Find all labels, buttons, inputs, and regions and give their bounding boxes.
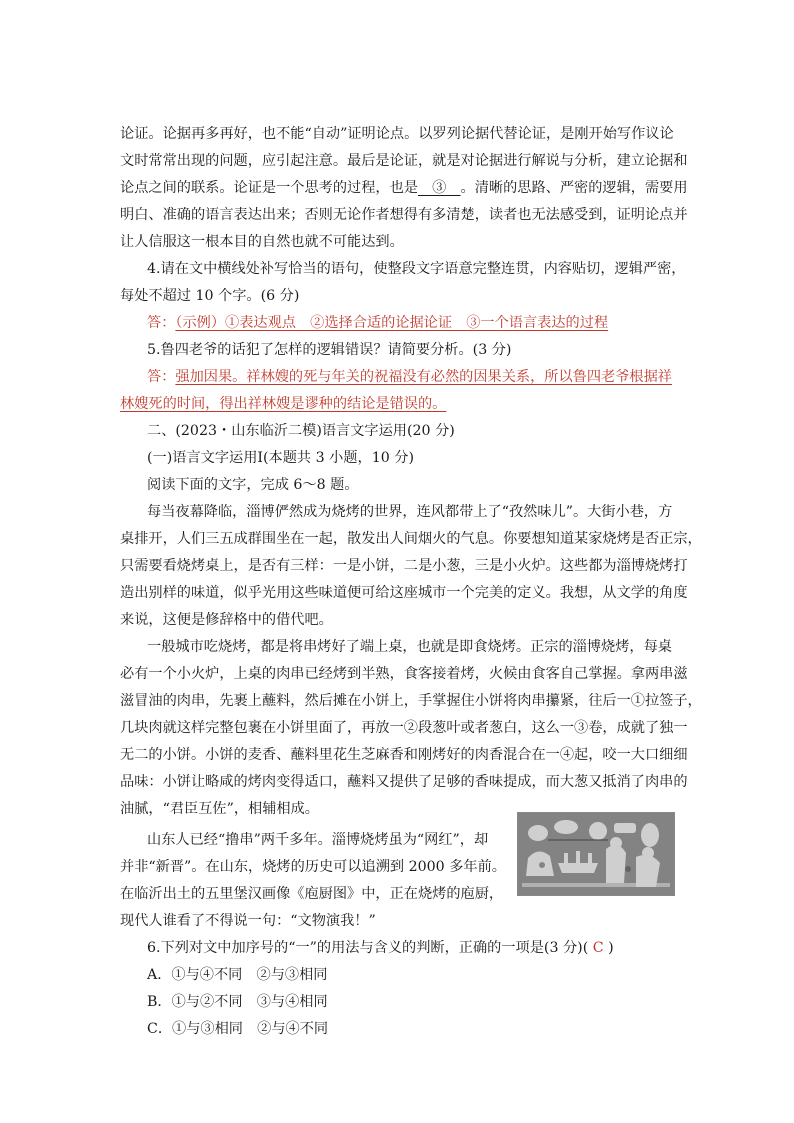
stone-relief-illustration — [518, 813, 674, 895]
passage-line: 现代人谁看了不得说一句：“文物演我！” — [120, 913, 376, 929]
passage-line: 来说，这便是修辞格中的借代吧。 — [120, 612, 333, 628]
para-line: 论证。论据再多再好，也不能“自动”证明论点。以罗列论据代替论证，是刚开始写作议论 — [120, 126, 674, 142]
para-line: 明白、准确的语言表达出来；否则无论作者想得有多清楚，读者也无法感受到，证明论点并 — [120, 207, 688, 223]
han-relief-kitchen-image — [517, 812, 675, 896]
passage-line: 在临沂出土的五里堡汉画像《庖厨图》中，正在烧烤的庖厨， — [120, 886, 504, 902]
question-5-stem: 5.鲁四老爷的话犯了怎样的逻辑错误？请简要分析。(3 分) — [147, 342, 512, 358]
section-subtitle: (一)语言文字运用Ⅰ(本题共 3 小题，10 分) — [147, 450, 414, 466]
passage-line: 几块肉就这样完整包裹在小饼里面了，再放一②段葱叶或者葱白，这么一③卷，成就了独一 — [120, 720, 688, 736]
question-4-stem: 每处不超过 10 个字。(6 分) — [120, 288, 300, 304]
option-c: C．①与③相同 ②与④不同 — [147, 1021, 329, 1037]
question-4-answer: 答：（示例）①表达观点 ②选择合适的论据论证 ③一个语言表达的过程 — [147, 315, 609, 331]
passage-line: 山东人已经“撸串”两千多年。淄博烧烤虽为“网红”，却 — [147, 832, 489, 848]
option-b: B．①与②不同 ③与④相同 — [147, 994, 328, 1010]
option-a: A．①与④不同 ②与③相同 — [147, 967, 328, 983]
fill-blank-3: ③ — [417, 180, 461, 196]
question-5-answer: 林嫂死的时间，得出祥林嫂是谬种的结论是错误的。 — [120, 396, 447, 412]
para-line: 让人信服这一根本目的自然也就不可能达到。 — [120, 234, 404, 250]
passage-line: 造出别样的味道，似乎光用这些味道便可给这座城市一个完美的定义。我想，从文学的角度 — [120, 585, 688, 601]
question-6-stem: 6.下列对文中加序号的“一”的用法与含义的判断，正确的一项是(3 分)( C ) — [147, 940, 614, 956]
passage-line: 并非“新晋”。在山东，烧烤的历史可以追溯到 2000 多年前。 — [120, 859, 506, 875]
passage-line: 滋冒油的肉串，先裹上蘸料，然后摊在小饼上，手掌握住小饼将肉串攥紧，往后一①拉签子， — [120, 693, 702, 709]
section-title: 二、(2023・山东临沂二模)语言文字运用(20 分) — [147, 423, 455, 439]
passage-line: 桌排开，人们三五成群围坐在一起，散发出人间烟火的气息。你要想知道某家烧烤是否正宗， — [120, 531, 702, 547]
passage-line: 一般城市吃烧烤，都是将串烤好了端上桌，也就是即食烧烤。正宗的淄博烧烤，每桌 — [147, 639, 672, 655]
para-line: 文时常常出现的问题，应引起注意。最后是论证，就是对论据进行解说与分析，建立论据和 — [120, 153, 688, 169]
passage-line: 油腻，“君臣互佐”，相辅相成。 — [120, 801, 319, 817]
passage-line: 必有一个小火炉，上桌的肉串已经烤到半熟，食客接着烤，火候由食客自己掌握。拿两串滋 — [120, 666, 688, 682]
instruction: 阅读下面的文字，完成 6～8 题。 — [147, 477, 359, 493]
para-line: 论点之间的联系。论证是一个思考的过程，也是 ③ 。清晰的思路、严密的逻辑，需要用 — [120, 180, 688, 196]
question-4-stem: 4.请在文中横线处补写恰当的语句，使整段文字语意完整连贯，内容贴切，逻辑严密， — [147, 261, 686, 277]
passage-line: 每当夜幕降临，淄博俨然成为烧烤的世界，连风都带上了“孜然味儿”。大街小巷，方 — [147, 504, 673, 520]
question-5-answer: 答：强加因果。祥林嫂的死与年关的祝福没有必然的因果关系，所以鲁四老爷根据祥 — [147, 369, 672, 385]
question-6-answer: C — [588, 940, 609, 956]
passage-line: 品味：小饼让略咸的烤肉变得适口，蘸料又提供了足够的香味提成，而大葱又抵消了肉串的 — [120, 774, 688, 790]
passage-line: 无二的小饼。小饼的麦香、蘸料里花生芝麻香和刚烤好的肉香混合在一④起，咬一大口细细 — [120, 747, 688, 763]
passage-line: 只需要看烧烤桌上，是否有三样：一是小饼，二是小葱，三是小火炉。这些都为淄博烧烤打 — [120, 558, 688, 574]
